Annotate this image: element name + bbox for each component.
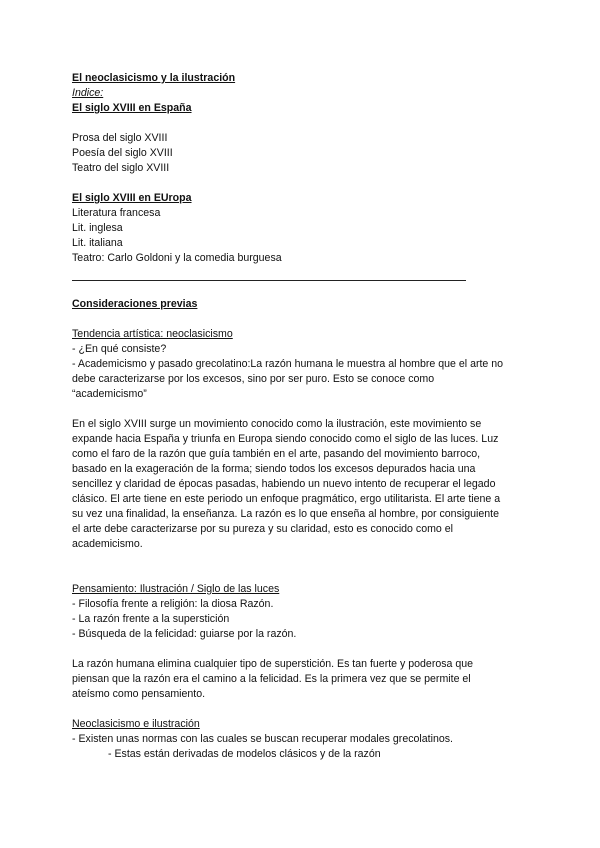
index-item: Lit. inglesa xyxy=(72,222,123,234)
paragraph-line: En el siglo XVIII surge un movimiento conocido como la ilustración, este movimiento se xyxy=(72,418,482,430)
thought-heading: Pensamiento: Ilustración / Siglo de las luces xyxy=(72,583,280,595)
trend-line: “academicismo” xyxy=(72,388,147,400)
paragraph-line: expande hacia España y triunfa en Europa siendo conocido como el siglo de las luces. Luz xyxy=(72,433,499,445)
thought-item: - Búsqueda de la felicidad: guiarse por la razón. xyxy=(72,628,297,640)
index-item: Teatro del siglo XVIII xyxy=(72,162,170,174)
trend-line: - ¿En qué consiste? xyxy=(72,343,167,355)
index-item: Poesía del siglo XVIII xyxy=(72,147,173,159)
index-item: Prosa del siglo XVIII xyxy=(72,132,168,144)
paragraph-line: piensan que la razón era el camino a la felicidad. Es la primera vez que se permite el xyxy=(72,673,471,685)
paragraph-line: su vez una finalidad, la enseñanza. La razón es lo que enseña al hombre, por consiguiente xyxy=(72,508,499,520)
section-heading-spain: El siglo XVIII en España xyxy=(72,102,192,114)
paragraph-line: ateísmo como pensamiento. xyxy=(72,688,206,700)
index-item: Teatro: Carlo Goldoni y la comedia burguesa xyxy=(72,252,282,264)
thought-item: - La razón frente a la superstición xyxy=(72,613,230,625)
paragraph-enlightenment xyxy=(72,417,532,552)
index-item: Lit. italiana xyxy=(72,237,123,249)
horizontal-divider xyxy=(72,280,466,281)
thought-item: - Filosofía frente a religión: la diosa Razón. xyxy=(72,598,274,610)
index-label: Indice: xyxy=(72,87,104,99)
paragraph-reason xyxy=(72,657,532,702)
trend-line: debe caracterizarse por los excesos, sino por ser puro. Esto se conoce como xyxy=(72,373,435,385)
document-title: El neoclasicismo y la ilustración xyxy=(72,72,236,84)
paragraph-line: academicismo. xyxy=(72,538,143,550)
document-content xyxy=(72,71,532,762)
neo-subitem: - Estas están derivadas de modelos clásicos y de la razón xyxy=(108,748,381,760)
paragraph-line: como el faro de la razón que guía también en el arte, pasando del movimiento barroco, xyxy=(72,448,481,460)
considerations-heading: Consideraciones previas xyxy=(72,298,198,310)
neo-item: - Existen unas normas con las cuales se buscan recuperar modales grecolatinos. xyxy=(72,733,453,745)
paragraph-line: clásico. El arte tiene en este periodo un enfoque pragmático, ergo utilitarista. El arte tiene a xyxy=(72,493,501,505)
trend-line: - Academicismo y pasado grecolatino:La razón humana le muestra al hombre que el arte no xyxy=(72,358,504,370)
section-heading-europe: El siglo XVIII en EUropa xyxy=(72,192,192,204)
index-item: Literatura francesa xyxy=(72,207,161,219)
trend-heading: Tendencia artística: neoclasicismo xyxy=(72,328,233,340)
neo-heading: Neoclasicismo e ilustración xyxy=(72,718,200,730)
paragraph-line: sencillez y claridad de épocas pasadas, habiendo un nuevo intento de recuperar el legado xyxy=(72,478,496,490)
paragraph-line: La razón humana elimina cualquier tipo de superstición. Es tan fuerte y poderosa que xyxy=(72,658,474,670)
paragraph-line: el arte debe caracterizarse por su pureza y su claridad, esto es conocido como el xyxy=(72,523,453,535)
paragraph-line: basado en la exageración de la forma; siendo todos los excesos depurados hacia una xyxy=(72,463,476,475)
